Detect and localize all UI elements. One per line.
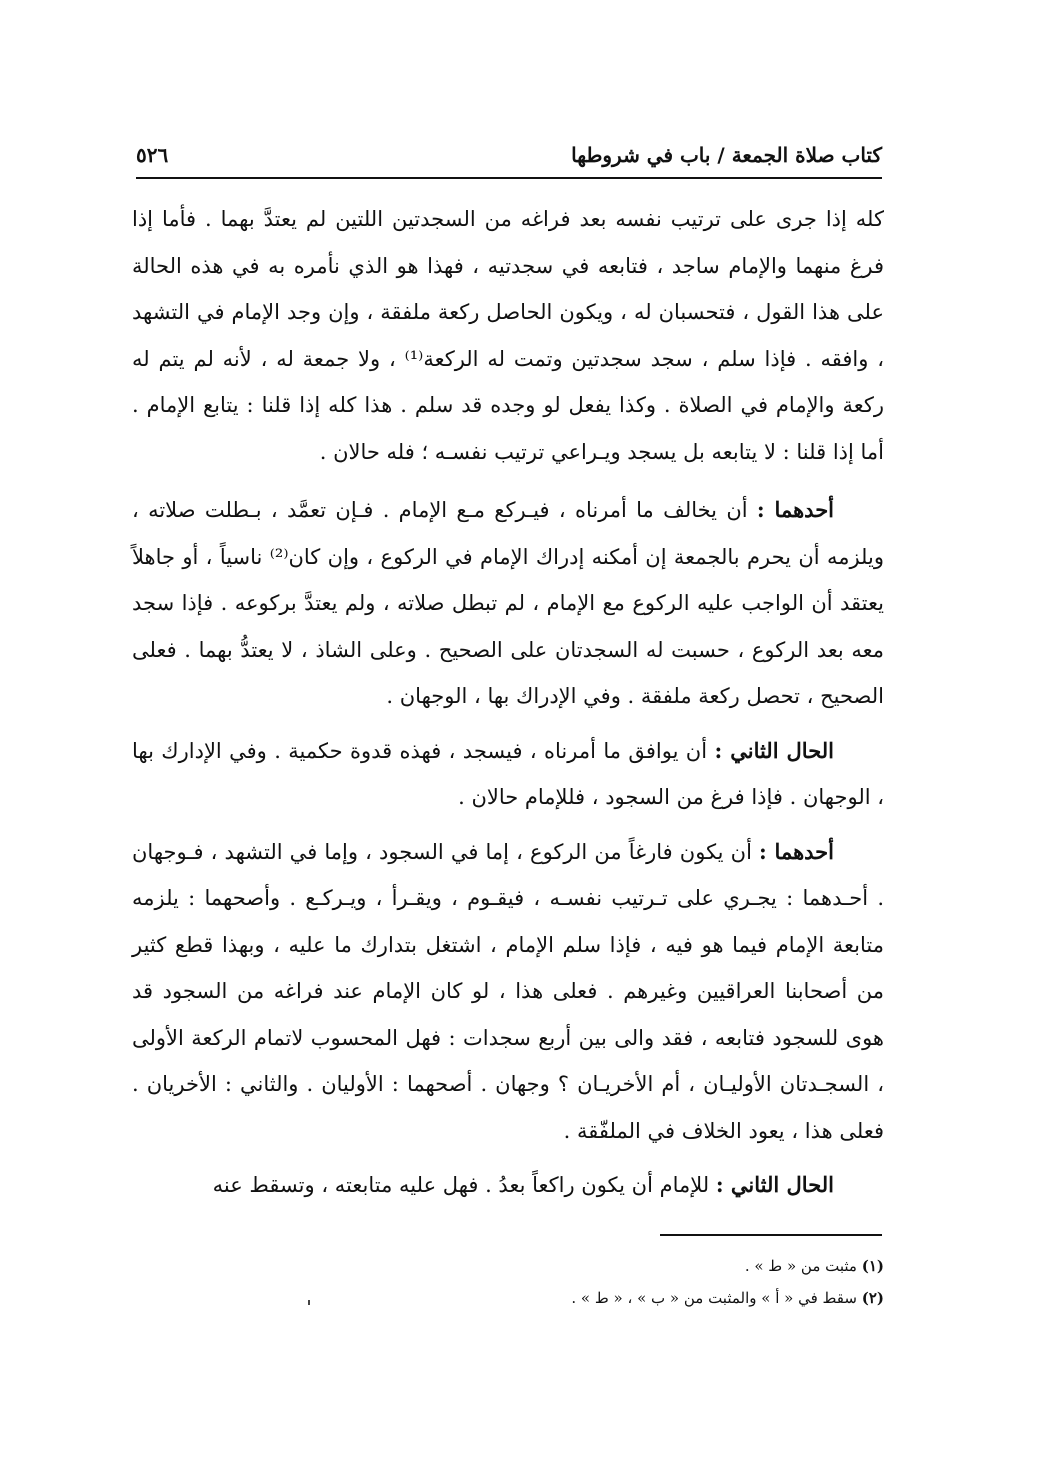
paragraph-text: كله إذا جرى على ترتيب نفسه بعد فراغه من السجدتين اللتين لم يعتدَّ بهما . فأما إذا فرغ منهما والإمام ساجد ، فتابعه في سجدتيه ، فهذا هو الذي نأمره به في هذه الحالة على هذا القول ، فتحسبان له ، ويكون الحاصل ركعة ملفقة ، وإن وجد الإمام في التشهد ، وافقه . فإذا سلم ، سجد سجدتين وتمت له الركعة⁽¹⁾ ، ولا جمعة له ، لأنه لم يتم له ركعة والإمام في الصلاة . وكذا يفعل لو وجده قد سلم . هذا كله إذا قلنا : يتابع الإمام . أما إذا قلنا : لا يتابعه بل يسجد ويـراعي ترتيب نفسـه ؛ فله حالان . [132, 207, 884, 464]
paragraph-3 [132, 728, 884, 821]
footnote-1 [132, 1250, 884, 1282]
paragraph-text: أن يكون فارغاً من الركوع ، إما في السجود ، وإما في التشهد ، فـوجهان . أحـدهما : يجـري على تـرتيب نفسـه ، فيقـوم ، ويقـرأ ، ويـركـع . وأصحهما : يلزمه متابعة الإمام فيما هو فيه ، فإذا سلم الإمام ، اشتغل بتدارك ما عليه ، وبهذا قطع كثير من أصحابنا العراقيين وغيرهم . فعلى هذا ، لو كان الإمام عند فراغه من السجود قد هوى للسجود فتابعه ، فقد والى بين أربع سجدات : فهل المحسوب لاتمام الركعة الأولى ، السجـدتان الأوليـان ، أم الأخريـان ؟ وجهان . أصحهما : الأوليان . والثاني : الأخريان . فعلى هذا ، يعود الخلاف في الملفّقة . [132, 839, 884, 1143]
paragraph-text: أن يخالف ما أمرناه ، فيـركع مـع الإمام . فـإن تعمَّد ، بـطلت صلاته ، ويلزمه أن يحرم بالجمعة إن أمكنه إدراك الإمام في الركوع ، وإن كان⁽²⁾ ناسياً ، أو جاهلاً يعتقد أن الواجب عليه الركوع مع الإمام ، لم تبطل صلاته ، ولم يعتدَّ بركوعه . فإذا سجد معه بعد الركوع ، حسبت له السجدتان على الصحيح . وعلى الشاذ ، لا يعتدُّ بهما . فعلى الصحيح ، تحصل ركعة ملفقة . وفي الإدراك بها ، الوجهان . [132, 498, 884, 708]
scan-speck [308, 1300, 310, 1305]
paragraph-lead: الحال الثاني : [714, 737, 834, 763]
paragraph-lead: أحدهما : [759, 838, 834, 864]
header-rule [136, 177, 882, 179]
paragraph-1 [132, 196, 884, 475]
paragraph-4 [132, 829, 884, 1155]
paragraph-text: أن يوافق ما أمرناه ، فيسجد ، فهذه قدوة حكمية . وفي الإدارك بها ، الوجهان . فإذا فرغ من السجود ، فللإمام حالان . [132, 738, 884, 809]
footnote-text: مثبت من « ط » . [744, 1257, 857, 1275]
footnote-number: (١) [861, 1257, 884, 1275]
footnote-text: سقط في « أ » والمثبت من « ب » ، « ط » . [571, 1289, 857, 1307]
paragraph-lead: الحال الثاني : [715, 1172, 834, 1197]
footnote-number: (٢) [861, 1289, 884, 1307]
running-header [136, 138, 882, 172]
page-number: ٥٢٦ [136, 143, 169, 167]
main-text [132, 196, 884, 1209]
footnote-2 [132, 1282, 884, 1314]
paragraph-5 [132, 1162, 884, 1209]
footnote-rule [660, 1234, 882, 1236]
paragraph-text: للإمام أن يكون راكعاً بعدُ . فهل عليه متابعته ، وتسقط عنه [212, 1173, 716, 1197]
footnotes [132, 1250, 884, 1314]
paragraph-2 [132, 487, 884, 720]
chapter-title: كتاب صلاة الجمعة / باب في شروطها [571, 143, 882, 167]
paragraph-lead: أحدهما : [756, 497, 835, 522]
